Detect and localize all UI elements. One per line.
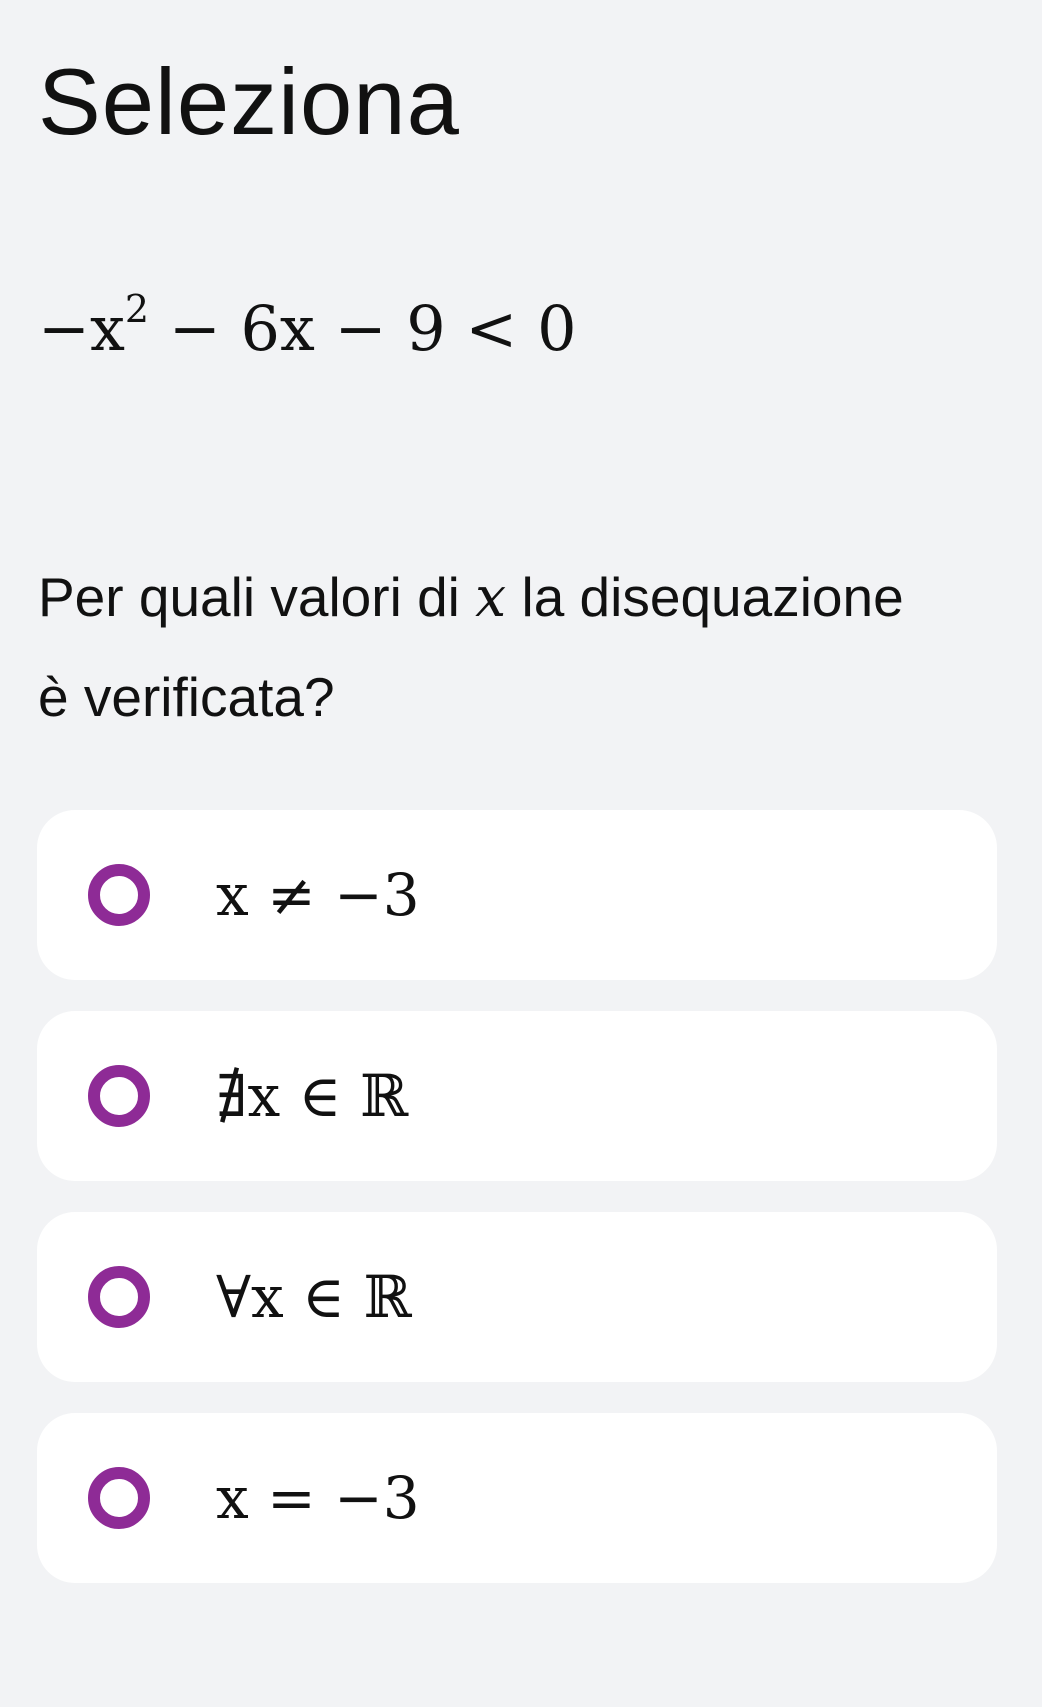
- radio-circle-icon[interactable]: [88, 1467, 150, 1529]
- answer-option-1[interactable]: [37, 810, 997, 980]
- inequality-exponent: 2: [124, 287, 150, 331]
- inequality-lead: −x: [38, 292, 125, 365]
- question-prefix: Per quali valori di: [38, 566, 476, 628]
- radio-circle-icon[interactable]: [88, 1065, 150, 1127]
- answer-option-label: ∄x ∈ ℝ: [216, 1062, 409, 1130]
- answer-option-label: ∀x ∈ ℝ: [216, 1263, 412, 1331]
- question-suffix: la disequazione è verificata?: [38, 566, 904, 728]
- page-title: Seleziona: [38, 49, 460, 154]
- answer-option-label: x = −3: [216, 1464, 420, 1532]
- question-text: [38, 547, 938, 747]
- answer-option-4[interactable]: [37, 1413, 997, 1583]
- inequality-rest: − 6x − 9 < 0: [149, 292, 577, 365]
- answer-option-label: x ≠ −3: [216, 861, 420, 929]
- answer-options: [37, 810, 997, 1614]
- radio-circle-icon[interactable]: [88, 864, 150, 926]
- inequality-expression: [38, 287, 577, 365]
- radio-circle-icon[interactable]: [88, 1266, 150, 1328]
- question-variable: x: [475, 565, 507, 629]
- answer-option-2[interactable]: [37, 1011, 997, 1181]
- answer-option-3[interactable]: [37, 1212, 997, 1382]
